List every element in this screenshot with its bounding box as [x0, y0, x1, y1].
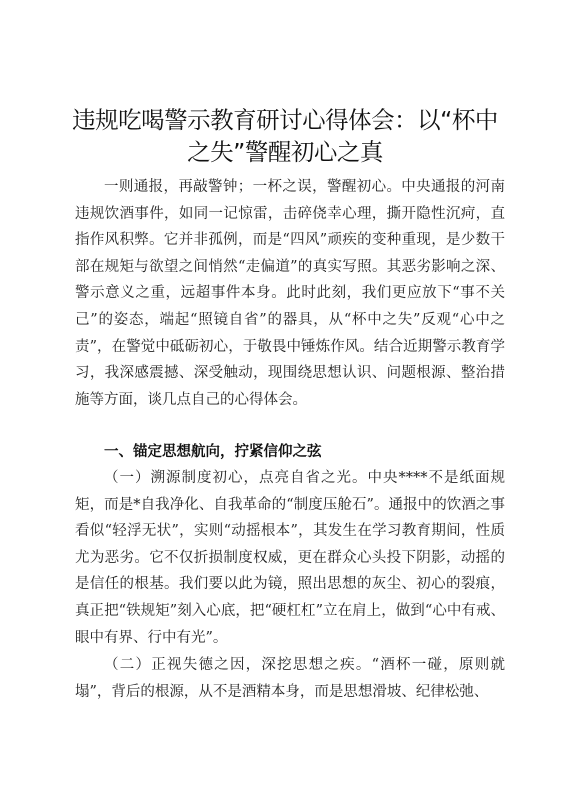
page-title: 违规吃喝警示教育研讨心得体会：以“杯中之失”警醒初心之真 [72, 106, 498, 166]
section-paragraph: （二）正视失德之因，深挖思想之疾。“酒杯一碰，原则就塌”，背后的根源，从不是酒精本身，而是思想滑坡、纪律松弛、 [75, 657, 505, 700]
section-paragraph: （一）溯源制度初心，点亮自省之光。中央****不是纸面规矩，而是*自我净化、自我革命的“制度压舱石”。通报中的饮酒之事看似“轻浮无状”，实则“动摇根本”，其发生在学习教育期间，性质尤为恶劣。它不仅折损制度权威，更在群众心头投下阴影，动摇的是信任的根基。我们要以此为镜，照出思想的灰尘、初心的裂痕，真正把“铁规矩”刻入心底，把“硬杠杠”立在肩上，做到“心中有戒、眼中有界、行中有光”。 [75, 470, 505, 646]
intro-paragraph: 一则通报，再敲警钟；一杯之误，警醒初心。中央通报的河南违规饮酒事件，如同一记惊雷，击碎侥幸心理，撕开隐性沉疴，直指作风积弊。它并非孤例，而是“四风”顽疾的变种重现，是少数干部在规矩与欲望之间悄然“走偏道”的真实写照。其恶劣影响之深、警示意义之重，远超事件本身。此时此刻，我们更应放下“事不关己”的姿态，端起“照镜自省”的器具，从“杯中之失”反观“心中之责”，在警觉中砥砺初心，于敬畏中锤炼作风。结合近期警示教育学习，我深感震撼、深受触动，现围绕思想认识、问题根源、整治措施等方面，谈几点自己的心得体会。 [75, 179, 505, 408]
section-heading: 一、锚定思想航向，拧紧信仰之弦 [104, 444, 322, 460]
